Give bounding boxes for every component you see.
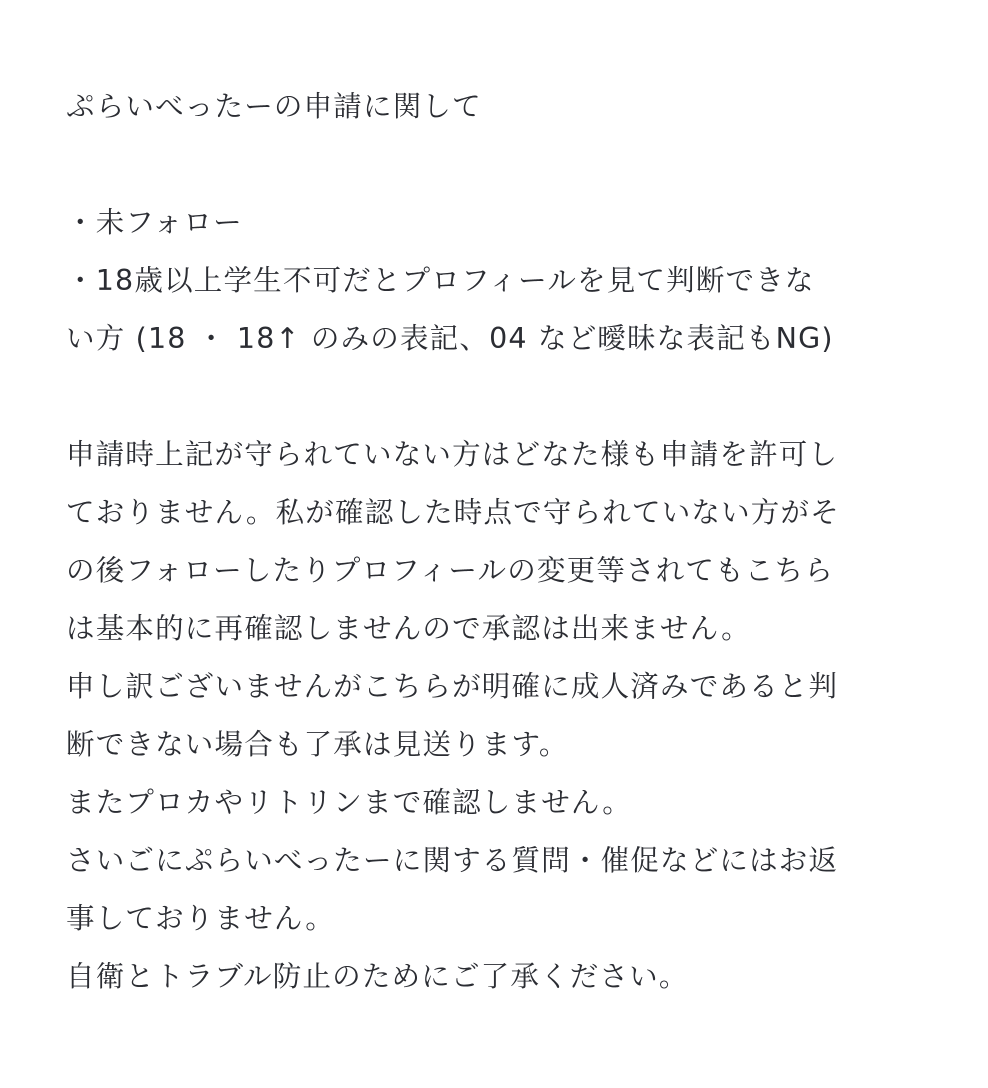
note-text-block	[66, 78, 946, 1006]
condition-line: ・18歳以上学生不可だとプロフィールを見て判断できな	[66, 264, 815, 297]
body-line: 事しておりません。	[66, 902, 336, 935]
body-line: またプロカやリトリンまで確認しません。	[66, 786, 633, 819]
body-line: の後フォローしたりプロフィールの変更等されてもこちら	[66, 554, 834, 587]
blank-line	[66, 368, 946, 426]
body-line: さいごにぷらいべったーに関する質問・催促などにはお返	[66, 844, 839, 877]
body-line: 断できない場合も了承は見送ります。	[66, 728, 569, 761]
condition-line: ・未フォロー	[66, 206, 243, 239]
note-title: ぷらいべったーの申請に関して	[66, 90, 482, 123]
blank-line	[66, 136, 946, 194]
body-line: ておりません。私が確認した時点で守られていない方がそ	[66, 496, 840, 529]
condition-line: い方 (18 ・ 18↑ のみの表記、04 など曖昧な表記もNG)	[66, 322, 834, 355]
body-line: は基本的に再確認しませんので承認は出来ません。	[66, 612, 751, 645]
body-line: 自衛とトラブル防止のためにご了承ください。	[66, 960, 689, 993]
body-line: 申請時上記が守られていない方はどなた様も申請を許可し	[66, 438, 839, 471]
body-line: 申し訳ございませんがこちらが明確に成人済みであると判	[66, 670, 839, 703]
